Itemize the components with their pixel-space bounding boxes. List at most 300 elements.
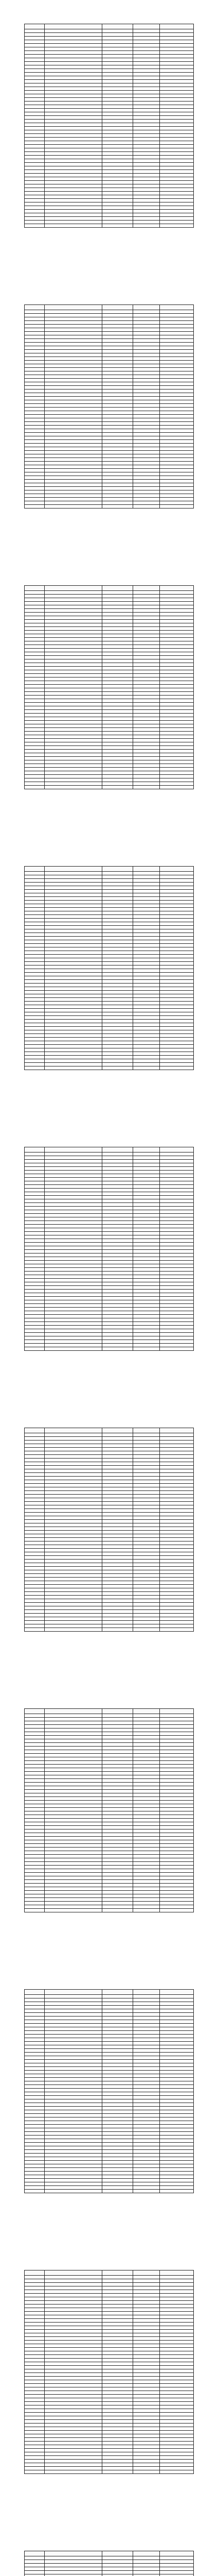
- table-row: [25, 2373, 194, 2377]
- table-cell: [102, 2348, 133, 2351]
- table-cell: [133, 2405, 160, 2409]
- table-cell: [25, 98, 45, 101]
- table-cell: [25, 1477, 45, 1480]
- table-cell: [133, 1786, 160, 1790]
- table-cell: [45, 199, 102, 202]
- table-row: [25, 1902, 194, 1905]
- table-cell: [25, 2060, 45, 2063]
- table-cell: [45, 1844, 102, 1848]
- table-cell: [160, 1621, 194, 1624]
- table-cell: [133, 1192, 160, 1196]
- table-cell: [133, 616, 160, 620]
- table-row: [25, 1315, 194, 1318]
- table-cell: [160, 1002, 194, 1005]
- table-header-cell: [133, 867, 160, 872]
- table-cell: [45, 1329, 102, 1333]
- table-cell: [45, 609, 102, 613]
- table-cell: [133, 2351, 160, 2355]
- table-cell: [45, 2308, 102, 2312]
- table-row: [25, 1340, 194, 1344]
- table-cell: [160, 919, 194, 922]
- table-cell: [133, 1797, 160, 1801]
- table-cell: [25, 1556, 45, 1560]
- table-cell: [45, 2027, 102, 2031]
- table-cell: [45, 490, 102, 494]
- table-cell: [102, 1264, 133, 1268]
- table-cell: [25, 2405, 45, 2409]
- table-row: [25, 2020, 194, 2024]
- table-cell: [45, 958, 102, 962]
- table-cell: [133, 1898, 160, 1902]
- table-cell: [133, 371, 160, 375]
- table-cell: [102, 1225, 133, 1228]
- table-cell: [133, 1747, 160, 1750]
- table-cell: [25, 1596, 45, 1599]
- table-cell: [25, 1225, 45, 1228]
- table-row: [25, 1023, 194, 1027]
- table-cell: [25, 1163, 45, 1167]
- table-cell: [160, 717, 194, 721]
- table-cell: [160, 2442, 194, 2445]
- table-row: [25, 728, 194, 732]
- table-header-row: [25, 1990, 194, 1995]
- table-cell: [25, 2330, 45, 2333]
- table-cell: [160, 1527, 194, 1531]
- table-cell: [25, 1574, 45, 1578]
- table-cell: [133, 1196, 160, 1199]
- table-cell: [102, 2452, 133, 2456]
- table-cell: [160, 2117, 194, 2121]
- table-row: [25, 656, 194, 659]
- table-row: [25, 1549, 194, 1552]
- table-cell: [133, 1617, 160, 1621]
- table-cell: [45, 786, 102, 789]
- table-cell: [102, 1487, 133, 1491]
- table-cell: [133, 2427, 160, 2431]
- page-note: [5, 2546, 213, 2550]
- table-cell: [45, 1527, 102, 1531]
- table-cell: [102, 1448, 133, 1451]
- table-cell: [45, 1023, 102, 1027]
- table-cell: [102, 962, 133, 965]
- table-cell: [133, 1750, 160, 1754]
- table-cell: [45, 1545, 102, 1549]
- table-cell: [45, 170, 102, 174]
- table-cell: [102, 634, 133, 638]
- table-cell: [25, 1599, 45, 1603]
- table-cell: [45, 623, 102, 627]
- table-cell: [25, 138, 45, 141]
- table-row: [25, 1318, 194, 1322]
- table-cell: [25, 1498, 45, 1502]
- table-cell: [45, 1304, 102, 1308]
- table-cell: [160, 1315, 194, 1318]
- table-cell: [102, 969, 133, 973]
- table-cell: [102, 2413, 133, 2416]
- table-cell: [102, 980, 133, 984]
- table-cell: [45, 33, 102, 37]
- table-cell: [45, 1588, 102, 1592]
- table-cell: [102, 883, 133, 886]
- table-cell: [25, 1804, 45, 1808]
- table-cell: [45, 1185, 102, 1189]
- table-row: [25, 2351, 194, 2355]
- table-cell: [45, 1016, 102, 1020]
- table-cell: [102, 2002, 133, 2006]
- table-cell: [45, 2150, 102, 2154]
- table-cell: [102, 2063, 133, 2067]
- table-cell: [160, 1264, 194, 1268]
- table-cell: [25, 2369, 45, 2373]
- table-cell: [45, 1736, 102, 1739]
- table-cell: [25, 1732, 45, 1736]
- table-cell: [45, 40, 102, 44]
- table-cell: [160, 1905, 194, 1909]
- table-cell: [160, 2085, 194, 2089]
- table-cell: [160, 1009, 194, 1012]
- table-cell: [102, 609, 133, 613]
- table-cell: [102, 1858, 133, 1862]
- table-cell: [102, 2564, 133, 2567]
- table-cell: [102, 1811, 133, 1815]
- table-cell: [160, 1027, 194, 1030]
- distribution-table: [24, 2270, 194, 2474]
- table-cell: [160, 37, 194, 40]
- table-cell: [160, 764, 194, 768]
- table-cell: [45, 389, 102, 393]
- table-cell: [160, 1541, 194, 1545]
- table-cell: [45, 872, 102, 875]
- table-cell: [160, 2121, 194, 2125]
- page-footer: [5, 1073, 213, 1077]
- table-row: [25, 1045, 194, 1048]
- table-cell: [102, 1286, 133, 1290]
- table-cell: [25, 343, 45, 346]
- table-cell: [45, 2377, 102, 2380]
- table-cell: [102, 2460, 133, 2463]
- distribution-table: [24, 866, 194, 1070]
- table-cell: [160, 656, 194, 659]
- table-cell: [133, 109, 160, 112]
- table-row: [25, 2574, 194, 2576]
- table-cell: [45, 775, 102, 778]
- table-row: [25, 1448, 194, 1451]
- table-cell: [45, 984, 102, 987]
- table-cell: [102, 101, 133, 105]
- table-cell: [25, 55, 45, 58]
- table-cell: [102, 2290, 133, 2294]
- table-cell: [133, 494, 160, 498]
- table-cell: [25, 2456, 45, 2460]
- table-cell: [25, 2009, 45, 2013]
- table-cell: [25, 2092, 45, 2096]
- table-cell: [102, 123, 133, 127]
- table-cell: [133, 2276, 160, 2279]
- table-cell: [102, 120, 133, 123]
- table-cell: [133, 62, 160, 65]
- table-cell: [133, 2128, 160, 2132]
- table-cell: [25, 112, 45, 116]
- table-cell: [102, 631, 133, 634]
- table-cell: [133, 1228, 160, 1232]
- table-cell: [160, 1484, 194, 1487]
- table-cell: [133, 1052, 160, 1056]
- table-row: [25, 1451, 194, 1455]
- table-cell: [45, 1538, 102, 1541]
- page-heading: [5, 5, 213, 18]
- table-cell: [160, 1531, 194, 1534]
- table-row: [25, 1894, 194, 1898]
- table-cell: [102, 159, 133, 163]
- table-cell: [160, 184, 194, 188]
- table-cell: [102, 768, 133, 771]
- table-cell: [102, 706, 133, 710]
- table-cell: [45, 1578, 102, 1581]
- table-cell: [102, 1783, 133, 1786]
- table-cell: [133, 937, 160, 940]
- table-row: [25, 181, 194, 184]
- table-row: [25, 753, 194, 757]
- table-cell: [102, 127, 133, 130]
- table-cell: [133, 991, 160, 994]
- table-cell: [45, 1300, 102, 1304]
- table-cell: [45, 994, 102, 998]
- table-cell: [133, 2186, 160, 2190]
- table-cell: [25, 415, 45, 418]
- table-cell: [160, 80, 194, 83]
- table-cell: [133, 33, 160, 37]
- table-row: [25, 1308, 194, 1311]
- table-cell: [133, 699, 160, 703]
- table-cell: [102, 177, 133, 181]
- table-row: [25, 83, 194, 87]
- page-footer: [5, 512, 213, 516]
- table-cell: [25, 174, 45, 177]
- table-cell: [102, 1002, 133, 1005]
- table-header-cell: [160, 1709, 194, 1714]
- table-row: [25, 739, 194, 742]
- table-cell: [102, 1902, 133, 1905]
- table-cell: [133, 2006, 160, 2009]
- table-row: [25, 1020, 194, 1023]
- table-cell: [45, 1455, 102, 1459]
- table-cell: [102, 1163, 133, 1167]
- table-cell: [25, 1466, 45, 1469]
- table-cell: [102, 2373, 133, 2377]
- table-row: [25, 375, 194, 379]
- table-cell: [133, 1743, 160, 1747]
- table-cell: [45, 1333, 102, 1336]
- table-row: [25, 768, 194, 771]
- table-cell: [45, 915, 102, 919]
- table-cell: [25, 76, 45, 80]
- table-row: [25, 1797, 194, 1801]
- table-row: [25, 1891, 194, 1894]
- table-row: [25, 782, 194, 786]
- table-cell: [102, 498, 133, 501]
- table-cell: [102, 1041, 133, 1045]
- table-cell: [102, 148, 133, 152]
- table-cell: [133, 1174, 160, 1178]
- table-row: [25, 721, 194, 724]
- table-row: [25, 674, 194, 677]
- table-cell: [133, 1772, 160, 1775]
- table-cell: [133, 2190, 160, 2193]
- distribution-table: [24, 585, 194, 789]
- table-cell: [133, 2024, 160, 2027]
- table-row: [25, 1290, 194, 1293]
- table-row: [25, 685, 194, 688]
- table-cell: [160, 1477, 194, 1480]
- table-cell: [25, 2186, 45, 2190]
- table-cell: [25, 177, 45, 181]
- table-cell: [133, 2002, 160, 2006]
- table-cell: [45, 426, 102, 429]
- table-row: [25, 677, 194, 681]
- table-cell: [160, 994, 194, 998]
- table-row: [25, 926, 194, 929]
- table-row: [25, 221, 194, 224]
- table-cell: [25, 652, 45, 656]
- table-cell: [133, 2110, 160, 2114]
- table-cell: [25, 1311, 45, 1315]
- table-cell: [160, 2319, 194, 2323]
- table-row: [25, 2297, 194, 2301]
- table-cell: [133, 1578, 160, 1581]
- table-cell: [45, 1754, 102, 1757]
- table-cell: [45, 1012, 102, 1016]
- table-cell: [133, 1574, 160, 1578]
- table-row: [25, 2276, 194, 2279]
- table-cell: [25, 1592, 45, 1596]
- table-cell: [45, 710, 102, 714]
- table-cell: [25, 134, 45, 138]
- table-cell: [45, 195, 102, 199]
- table-row: [25, 663, 194, 667]
- table-row: [25, 350, 194, 353]
- table-cell: [133, 325, 160, 328]
- table-cell: [133, 2301, 160, 2304]
- table-cell: [25, 1581, 45, 1585]
- table-cell: [25, 83, 45, 87]
- table-cell: [102, 1333, 133, 1336]
- table-cell: [102, 994, 133, 998]
- table-cell: [45, 58, 102, 62]
- document-page: [0, 562, 218, 842]
- table-row: [25, 353, 194, 357]
- table-cell: [133, 1185, 160, 1189]
- table-cell: [45, 1768, 102, 1772]
- table-cell: [25, 1876, 45, 1880]
- table-cell: [102, 2146, 133, 2150]
- table-cell: [102, 965, 133, 969]
- table-row: [25, 1869, 194, 1873]
- table-row: [25, 2168, 194, 2172]
- table-cell: [25, 2139, 45, 2143]
- table-header-cell: [102, 1709, 133, 1714]
- table-cell: [160, 1556, 194, 1560]
- table-cell: [102, 1855, 133, 1858]
- table-cell: [133, 739, 160, 742]
- table-cell: [25, 969, 45, 973]
- table-cell: [102, 645, 133, 649]
- table-cell: [102, 217, 133, 221]
- table-cell: [160, 1505, 194, 1509]
- table-cell: [160, 458, 194, 462]
- table-cell: [25, 2078, 45, 2081]
- table-cell: [133, 1905, 160, 1909]
- table-row: [25, 1851, 194, 1855]
- table-cell: [133, 1304, 160, 1308]
- table-cell: [102, 1779, 133, 1783]
- table-cell: [45, 2304, 102, 2308]
- table-cell: [133, 901, 160, 904]
- table-row: [25, 2117, 194, 2121]
- table-cell: [133, 418, 160, 422]
- table-cell: [160, 915, 194, 919]
- table-cell: [160, 591, 194, 595]
- table-cell: [25, 1725, 45, 1728]
- table-cell: [160, 325, 194, 328]
- table-cell: [102, 717, 133, 721]
- table-cell: [102, 1790, 133, 1793]
- table-cell: [133, 962, 160, 965]
- table-cell: [25, 2056, 45, 2060]
- table-cell: [45, 904, 102, 908]
- table-cell: [160, 908, 194, 911]
- table-cell: [160, 1232, 194, 1235]
- table-row: [25, 76, 194, 80]
- table-row: [25, 1444, 194, 1448]
- table-header-cell: [45, 1147, 102, 1153]
- table-cell: [25, 2006, 45, 2009]
- page-heading: [5, 848, 213, 860]
- table-cell: [160, 631, 194, 634]
- table-cell: [160, 472, 194, 476]
- table-cell: [45, 714, 102, 717]
- table-row: [25, 404, 194, 408]
- table-cell: [160, 91, 194, 94]
- table-cell: [160, 1754, 194, 1757]
- table-cell: [133, 1020, 160, 1023]
- table-cell: [102, 742, 133, 746]
- table-cell: [102, 310, 133, 314]
- table-cell: [133, 199, 160, 202]
- table-cell: [133, 2330, 160, 2333]
- table-cell: [102, 1581, 133, 1585]
- table-cell: [102, 1268, 133, 1272]
- table-cell: [160, 641, 194, 645]
- table-cell: [133, 1257, 160, 1261]
- table-cell: [102, 1757, 133, 1761]
- table-cell: [25, 721, 45, 724]
- table-cell: [45, 1311, 102, 1315]
- table-row: [25, 2333, 194, 2337]
- table-cell: [133, 1293, 160, 1297]
- table-cell: [25, 753, 45, 757]
- table-cell: [25, 1318, 45, 1322]
- table-cell: [160, 958, 194, 962]
- table-cell: [45, 87, 102, 91]
- table-cell: [25, 2567, 45, 2571]
- table-cell: [45, 883, 102, 886]
- table-cell: [160, 2031, 194, 2035]
- page-note: [5, 580, 213, 584]
- table-cell: [45, 494, 102, 498]
- table-cell: [45, 181, 102, 184]
- table-row: [25, 156, 194, 159]
- table-cell: [160, 2398, 194, 2402]
